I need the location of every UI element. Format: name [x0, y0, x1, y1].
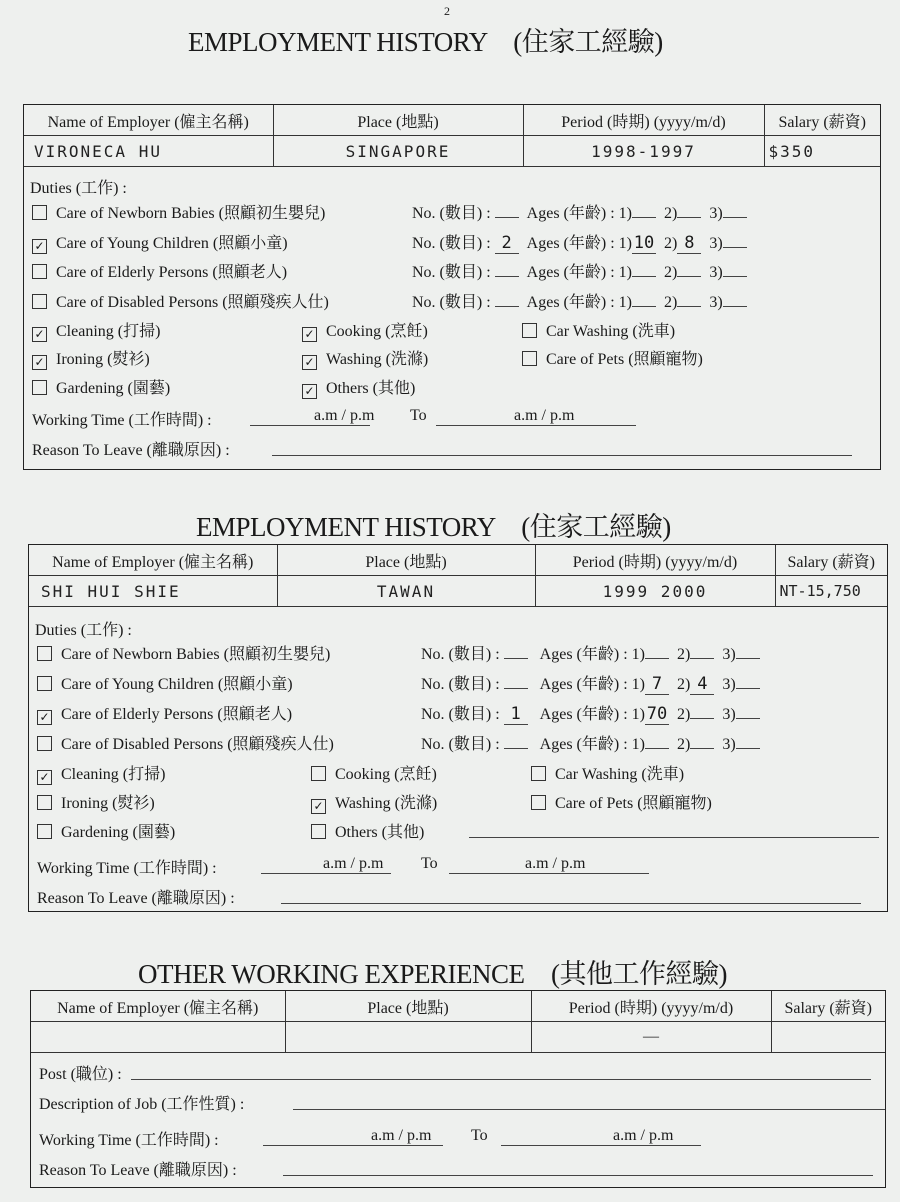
disabled-age3[interactable]	[736, 748, 760, 749]
gardening-label: Gardening (園藝)	[56, 380, 171, 397]
age3-label: 3)	[709, 264, 723, 281]
elderly-age1[interactable]	[632, 276, 656, 277]
working-time-label: Working Time (工作時間) :	[32, 412, 212, 429]
working-time-to-field[interactable]	[436, 425, 636, 426]
newborn-age1[interactable]	[632, 217, 656, 218]
checkbox-disabled[interactable]	[32, 294, 47, 309]
elderly-no[interactable]: 1	[504, 704, 528, 725]
young-age2[interactable]: 4	[690, 674, 714, 695]
car-washing-label: Car Washing (洗車)	[546, 323, 676, 340]
washing-label: Washing (洗滌)	[335, 795, 438, 812]
am-pm-label: a.m / p.m	[525, 855, 586, 872]
reason-field[interactable]	[272, 455, 852, 456]
newborn-age3[interactable]	[723, 217, 747, 218]
duties-label: Duties (工作) :	[30, 180, 127, 197]
gardening-label: Gardening (園藝)	[61, 824, 176, 841]
young-label: Care of Young Children (照顧小童)	[56, 235, 288, 252]
washing-label: Washing (洗滌)	[326, 351, 429, 368]
description-label: Description of Job (工作性質) :	[39, 1096, 245, 1113]
employer-header: Name of Employer (僱主名稱)	[29, 545, 277, 576]
checkbox-elderly[interactable]	[32, 264, 47, 279]
page-number: 2	[444, 4, 450, 18]
checkbox-young[interactable]	[37, 676, 52, 691]
others-label: Others (其他)	[335, 824, 425, 841]
young-no[interactable]	[504, 688, 528, 689]
am-pm-label: a.m / p.m	[613, 1127, 674, 1144]
age2-label: 2)	[664, 294, 678, 311]
young-age1[interactable]: 10	[633, 233, 655, 253]
period-header: Period (時期) (yyyy/m/d)	[523, 105, 764, 136]
place-value[interactable]: TAWAN	[277, 576, 535, 607]
no-label: No. (數目) :	[421, 736, 500, 753]
checkbox-young[interactable]: ✓	[32, 239, 47, 254]
newborn-no[interactable]	[495, 217, 519, 218]
period-value[interactable]: 1999 2000	[535, 576, 775, 607]
ironing-label: Ironing (熨衫)	[56, 351, 150, 368]
to-label: To	[410, 407, 427, 424]
working-time-to-field[interactable]	[501, 1145, 701, 1146]
age2-label: 2)	[677, 676, 691, 693]
checkbox-newborn[interactable]	[37, 646, 52, 661]
checkbox-cleaning[interactable]: ✓	[37, 770, 52, 785]
no-label: No. (數目) :	[421, 676, 500, 693]
checkbox-gardening[interactable]	[32, 380, 47, 395]
newborn-age2[interactable]	[690, 658, 714, 659]
elderly-label: Care of Elderly Persons (照顧老人)	[61, 706, 293, 723]
checkbox-ironing[interactable]	[37, 795, 52, 810]
checkbox-elderly[interactable]: ✓	[37, 710, 52, 725]
employer-value[interactable]: SHI HUI SHIE	[29, 576, 277, 607]
period-value[interactable]: 1998-1997	[523, 136, 764, 167]
am-pm-label: a.m / p.m	[314, 407, 375, 424]
description-field[interactable]	[293, 1109, 885, 1110]
young-label: Care of Young Children (照顧小童)	[61, 676, 293, 693]
ages-label: Ages (年齡) : 1)	[526, 235, 632, 252]
checkbox-ironing[interactable]: ✓	[32, 355, 47, 370]
checkbox-newborn[interactable]	[32, 205, 47, 220]
checkbox-others[interactable]: ✓	[302, 384, 317, 399]
cooking-label: Cooking (烹飪)	[335, 766, 437, 783]
place-header: Place (地點)	[273, 105, 523, 136]
reason-label: Reason To Leave (離職原因) :	[39, 1162, 237, 1179]
no-label: No. (數目) :	[412, 235, 491, 252]
age3-label: 3)	[722, 646, 736, 663]
others-label: Others (其他)	[326, 380, 416, 397]
young-age3[interactable]	[723, 247, 747, 248]
no-label: No. (數目) :	[412, 294, 491, 311]
age2-label: 2)	[664, 235, 678, 252]
am-pm-label: a.m / p.m	[371, 1127, 432, 1144]
ages-label: Ages (年齡) : 1)	[539, 646, 645, 663]
disabled-age2[interactable]	[677, 306, 701, 307]
employer-value[interactable]	[31, 1022, 285, 1053]
newborn-label: Care of Newborn Babies (照顧初生嬰兒)	[61, 646, 331, 663]
young-age3[interactable]	[736, 688, 760, 689]
checkbox-cleaning[interactable]: ✓	[32, 327, 47, 342]
ages-label: Ages (年齡) : 1)	[539, 706, 645, 723]
reason-label: Reason To Leave (離職原因) :	[37, 890, 235, 907]
age2-label: 2)	[677, 646, 691, 663]
reason-field[interactable]	[283, 1175, 873, 1176]
reason-field[interactable]	[281, 903, 861, 904]
employment-history-box-1	[23, 104, 881, 470]
pets-label: Care of Pets (照顧寵物)	[546, 351, 703, 368]
disabled-no[interactable]	[504, 748, 528, 749]
checkbox-cooking[interactable]: ✓	[302, 327, 317, 342]
to-label: To	[421, 855, 438, 872]
newborn-age1[interactable]	[645, 658, 669, 659]
salary-header: Salary (薪資)	[764, 105, 880, 136]
ages-label: Ages (年齡) : 1)	[539, 736, 645, 753]
elderly-age3[interactable]	[736, 718, 760, 719]
employer-value[interactable]: VIRONECA HU	[24, 136, 273, 167]
salary-value[interactable]: $350	[764, 136, 880, 167]
no-label: No. (數目) :	[412, 264, 491, 281]
checkbox-others[interactable]	[311, 824, 326, 839]
elderly-age2[interactable]	[690, 718, 714, 719]
no-label: No. (數目) :	[412, 205, 491, 222]
no-label: No. (數目) :	[421, 706, 500, 723]
car-washing-label: Car Washing (洗車)	[555, 766, 685, 783]
young-age2[interactable]: 8	[677, 233, 701, 254]
pets-label: Care of Pets (照顧寵物)	[555, 795, 712, 812]
newborn-label: Care of Newborn Babies (照顧初生嬰兒)	[56, 205, 326, 222]
ages-label: Ages (年齡) : 1)	[526, 205, 632, 222]
age3-label: 3)	[709, 205, 723, 222]
checkbox-car-washing[interactable]	[522, 323, 537, 338]
young-no[interactable]: 2	[495, 233, 519, 254]
elderly-age1[interactable]: 70	[646, 704, 668, 724]
disabled-age1[interactable]	[645, 748, 669, 749]
checkbox-washing[interactable]: ✓	[302, 355, 317, 370]
post-field[interactable]	[131, 1079, 871, 1080]
period-header: Period (時期) (yyyy/m/d)	[531, 991, 771, 1022]
place-value[interactable]	[285, 1022, 531, 1053]
no-label: No. (數目) :	[421, 646, 500, 663]
working-time-from-field[interactable]	[250, 425, 370, 426]
reason-label: Reason To Leave (離職原因) :	[32, 442, 230, 459]
age3-label: 3)	[722, 676, 736, 693]
disabled-label: Care of Disabled Persons (照顧殘疾人仕)	[61, 736, 334, 753]
age2-label: 2)	[664, 205, 678, 222]
age3-label: 3)	[722, 706, 736, 723]
newborn-age2[interactable]	[677, 217, 701, 218]
elderly-age2[interactable]	[677, 276, 701, 277]
checkbox-cooking[interactable]	[311, 766, 326, 781]
elderly-no[interactable]	[495, 276, 519, 277]
duties-label: Duties (工作) :	[35, 622, 132, 639]
employer-header: Name of Employer (僱主名稱)	[24, 105, 273, 136]
other-working-experience-box	[30, 990, 886, 1188]
disabled-label: Care of Disabled Persons (照顧殘疾人仕)	[56, 294, 329, 311]
working-time-to-field[interactable]	[449, 873, 649, 874]
to-label: To	[471, 1127, 488, 1144]
place-value[interactable]: SINGAPORE	[273, 136, 523, 167]
newborn-age3[interactable]	[736, 658, 760, 659]
disabled-age3[interactable]	[723, 306, 747, 307]
ages-label: Ages (年齡) : 1)	[539, 676, 645, 693]
cleaning-label: Cleaning (打掃)	[61, 766, 166, 783]
disabled-age1[interactable]	[632, 306, 656, 307]
age3-label: 3)	[709, 294, 723, 311]
ages-label: Ages (年齡) : 1)	[526, 264, 632, 281]
checkbox-disabled[interactable]	[37, 736, 52, 751]
young-age1[interactable]: 7	[645, 674, 669, 695]
period-value[interactable]: —	[531, 1022, 771, 1053]
age2-label: 2)	[677, 706, 691, 723]
place-header: Place (地點)	[285, 991, 531, 1022]
other-working-experience-title: OTHER WORKING EXPERIENCE (其他工作經驗)	[138, 959, 727, 989]
elderly-label: Care of Elderly Persons (照顧老人)	[56, 264, 288, 281]
working-time-label: Working Time (工作時間) :	[37, 860, 217, 877]
salary-value[interactable]	[771, 1022, 885, 1053]
employment-history-title-2: EMPLOYMENT HISTORY (住家工經驗)	[196, 512, 671, 542]
period-header: Period (時期) (yyyy/m/d)	[535, 545, 775, 576]
ironing-label: Ironing (熨衫)	[61, 795, 155, 812]
age2-label: 2)	[664, 264, 678, 281]
salary-header: Salary (薪資)	[775, 545, 887, 576]
age2-label: 2)	[677, 736, 691, 753]
age3-label: 3)	[722, 736, 736, 753]
checkbox-pets[interactable]	[531, 795, 546, 810]
elderly-age3[interactable]	[723, 276, 747, 277]
checkbox-washing[interactable]: ✓	[311, 799, 326, 814]
employment-history-box-2	[28, 544, 888, 912]
am-pm-label: a.m / p.m	[514, 407, 575, 424]
salary-value[interactable]: NT-15,750	[775, 576, 887, 607]
checkbox-pets[interactable]	[522, 351, 537, 366]
salary-header: Salary (薪資)	[771, 991, 885, 1022]
others-field[interactable]	[469, 837, 879, 838]
working-time-label: Working Time (工作時間) :	[39, 1132, 219, 1149]
employer-header: Name of Employer (僱主名稱)	[31, 991, 285, 1022]
newborn-no[interactable]	[504, 658, 528, 659]
age3-label: 3)	[709, 235, 723, 252]
place-header: Place (地點)	[277, 545, 535, 576]
cleaning-label: Cleaning (打掃)	[56, 323, 161, 340]
disabled-age2[interactable]	[690, 748, 714, 749]
employment-history-title-1: EMPLOYMENT HISTORY (住家工經驗)	[188, 27, 663, 57]
working-time-from-field[interactable]	[261, 873, 391, 874]
disabled-no[interactable]	[495, 306, 519, 307]
checkbox-car-washing[interactable]	[531, 766, 546, 781]
checkbox-gardening[interactable]	[37, 824, 52, 839]
am-pm-label: a.m / p.m	[323, 855, 384, 872]
post-label: Post (職位) :	[39, 1066, 122, 1083]
working-time-from-field[interactable]	[263, 1145, 443, 1146]
ages-label: Ages (年齡) : 1)	[526, 294, 632, 311]
cooking-label: Cooking (烹飪)	[326, 323, 428, 340]
